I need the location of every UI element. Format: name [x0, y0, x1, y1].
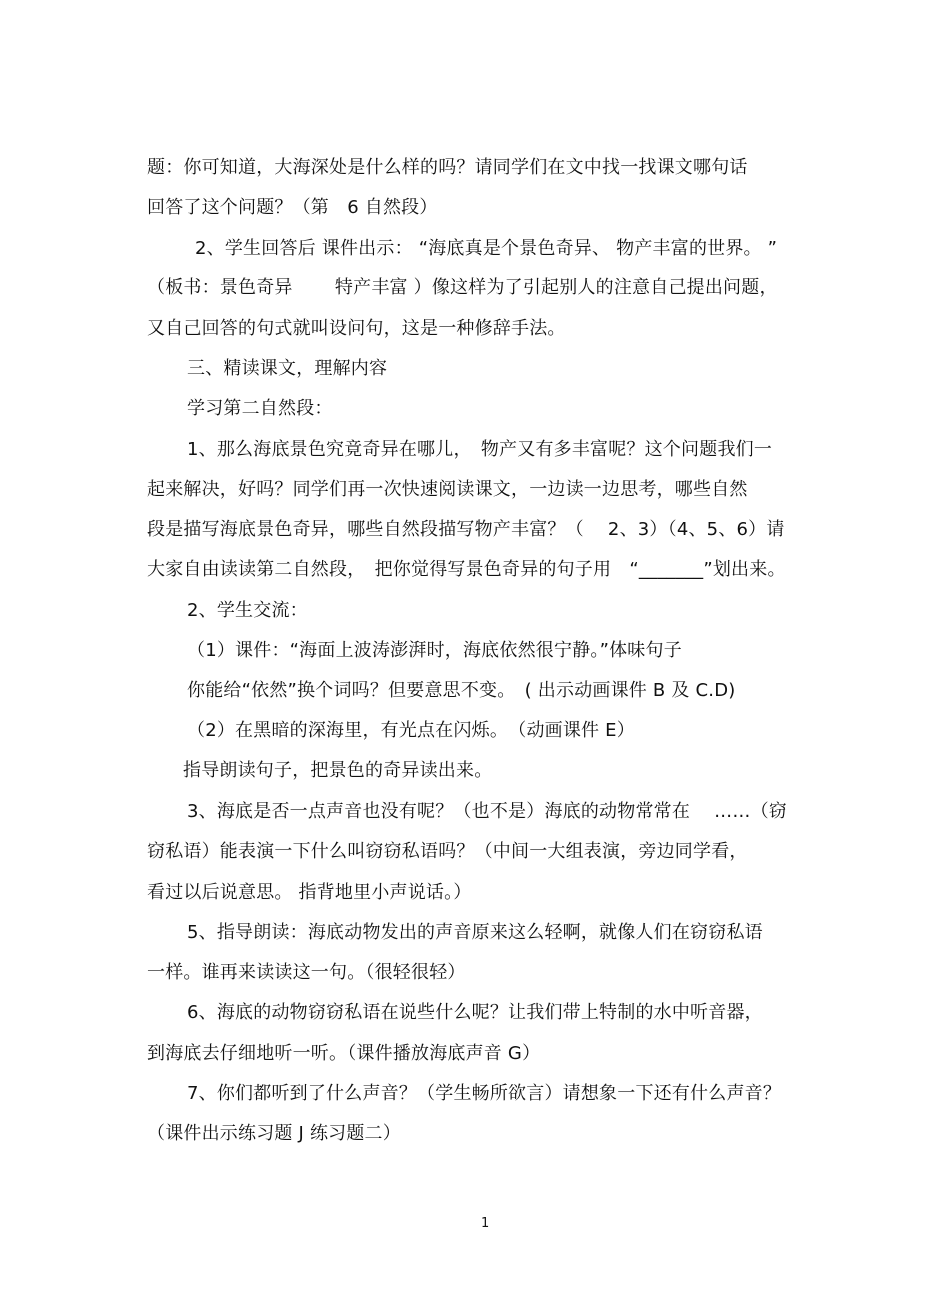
page-number: 1: [481, 1216, 490, 1231]
text-line: 一样。谁再来读读这一句。（很轻很轻）: [147, 962, 466, 983]
subsection-heading: 学习第二自然段：: [187, 398, 333, 419]
text-line: 题：你可知道，大海深处是什么样的吗？请同学们在文中找一找课文哪句话: [147, 157, 748, 178]
text-line: 1、那么海底景色究竟奇异在哪儿， 物产又有多丰富呢？这个问题我们一: [187, 439, 773, 460]
text-line: （板书：景色奇异 特产丰富 ）像这样为了引起别人的注意自己提出问题，: [147, 277, 778, 298]
text-line: 到海底去仔细地听一听。（课件播放海底声音 G）: [147, 1043, 541, 1064]
text-line: 6、海底的动物窃窃私语在说些什么呢？让我们带上特制的水中听音器，: [187, 1002, 763, 1023]
text-line: 起来解决，好吗？同学们再一次快速阅读课文，一边读一边思考，哪些自然: [147, 479, 748, 500]
text-line: 回答了这个问题？（第 6 自然段）: [147, 197, 438, 218]
text-line: （课件出示练习题 J 练习题二）: [147, 1123, 401, 1144]
text-line: 窃私语）能表演一下什么叫窃窃私语吗？（中间一大组表演，旁边同学看，: [147, 841, 748, 862]
text-line: 又自己回答的句式就叫设问句，这是一种修辞手法。: [147, 318, 566, 339]
text-line: 5、指导朗读：海底动物发出的声音原来这么轻啊，就像人们在窃窃私语: [187, 922, 763, 943]
text-line: 段是描写海底景色奇异，哪些自然段描写物产丰富？（ 2、3）（4、5、6）请: [147, 519, 785, 540]
text-line: 7、你们都听到了什么声音？（学生畅所欲言）请想象一下还有什么声音？: [187, 1083, 782, 1104]
text-line: 2、学生回答后 课件出示： “海底真是个景色奇异、 物产丰富的世界。 ”: [195, 238, 778, 259]
text-line: （2）在黑暗的深海里，有光点在闪烁。 （动画课件 E）: [187, 720, 635, 741]
text-line: （1）课件：“海面上波涛澎湃时，海底依然很宁静。”体味句子: [187, 640, 682, 661]
text-line: 你能给“依然”换个词吗？但要意思不变。 ( 出示动画课件 B 及 C.D): [187, 680, 736, 701]
section-heading: 三、精读课文，理解内容: [187, 358, 388, 379]
text-line: 3、海底是否一点声音也没有呢？（也不是）海底的动物常常在 ……（窃: [187, 801, 787, 822]
text-line: 大家自由读读第二自然段， 把你觉得写景色奇异的句子用 “_______”划出来。: [147, 559, 786, 580]
text-line: 2、学生交流：: [187, 600, 308, 621]
text-line: 指导朗读句子，把景色的奇异读出来。: [183, 760, 493, 781]
text-line: 看过以后说意思。 指背地里小声说话。）: [147, 882, 472, 903]
